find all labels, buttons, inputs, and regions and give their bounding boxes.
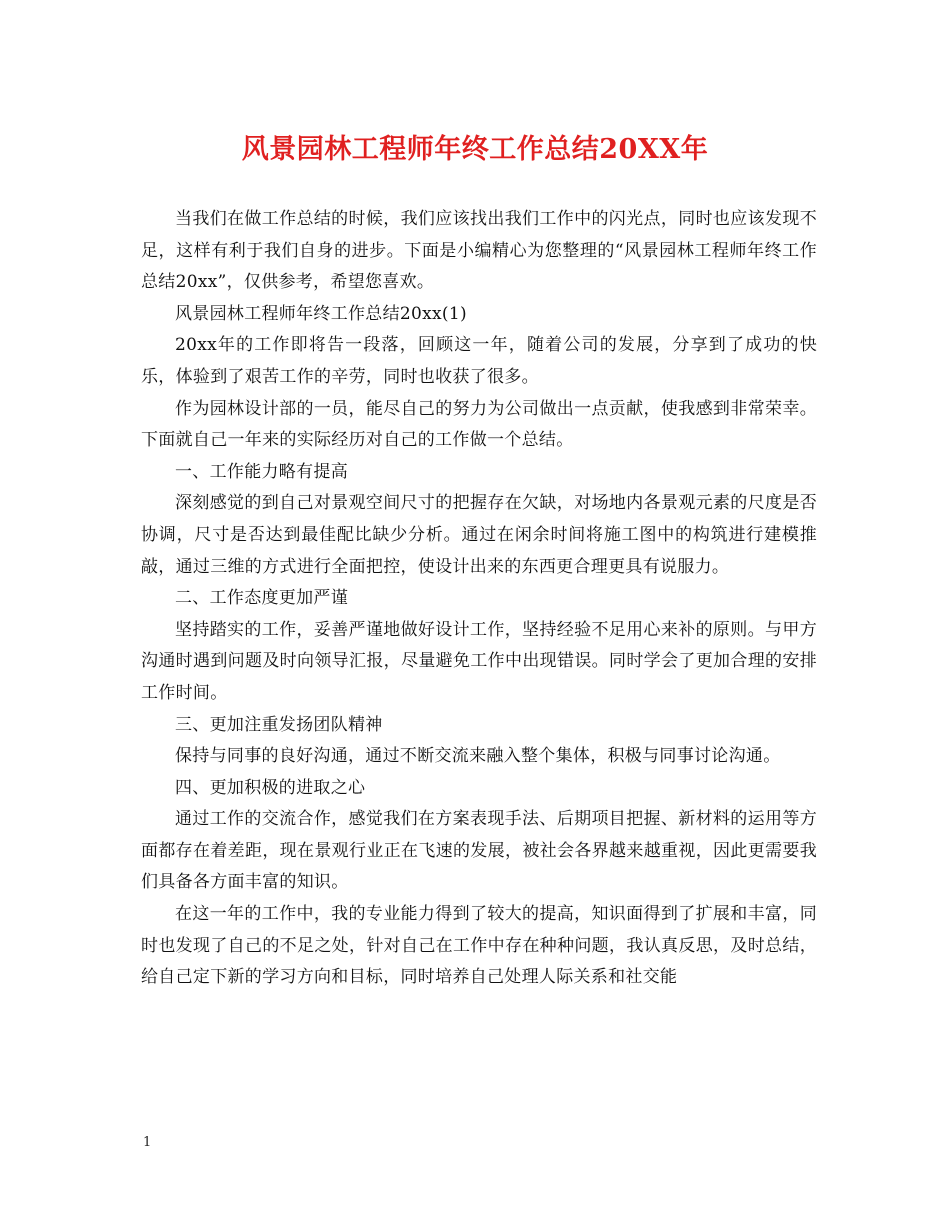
heading-section-4: 四、更加积极的进取之心 [175,777,366,798]
paragraph-conclusion: 在这一年的工作中，我的专业能力得到了较大的提高，知识面得到了扩展和丰富，同时也发现了自己的不足之处，针对自己在工作中存在种种问题，我认真反思，及时总结，给自己定下新的学习方向和目标，同时培养自己处理人际关系和社交能 [141,904,817,988]
paragraph-section-4: 通过工作的交流合作，感觉我们在方案表现手法、后期项目把握、新材料的运用等方面都存在着差距，现在景观行业正在飞速的发展，被社会各界越来越重视，因此更需要我们具备各方面丰富的知识。 [141,809,817,893]
paragraph-section-2: 坚持踏实的工作，妥善严谨地做好设计工作，坚持经验不足用心来补的原则。与甲方沟通时遇到问题及时向领导汇报，尽量避免工作中出现错误。同时学会了更加合理的安排工作时间。 [141,619,817,703]
heading-section-2: 二、工作态度更加严谨 [175,588,348,609]
paragraph-role: 作为园林设计部的一员，能尽自己的努力为公司做出一点贡献，使我感到非常荣幸。下面就自己一年来的实际经历对自己的工作做一个总结。 [141,398,817,451]
paragraph-subtitle: 风景园林工程师年终工作总结20xx(1) [175,303,467,324]
heading-section-3: 三、更加注重发扬团队精神 [175,714,383,735]
document-title: 风景园林工程师年终工作总结20XX年 [241,134,709,165]
paragraph-year-review: 20xx年的工作即将告一段落，回顾这一年，随着公司的发展，分享到了成功的快乐，体验到了艰苦工作的辛劳，同时也收获了很多。 [141,335,817,387]
paragraph-section-1: 深刻感觉的到自己对景观空间尺寸的把握存在欠缺，对场地内各景观元素的尺度是否协调，尺寸是否达到最佳配比缺少分析。通过在闲余时间将施工图中的构筑进行建模推敲，通过三维的方式进行全面把控，使设计出来的东西更合理更具有说服力。 [141,493,817,577]
page-number: 1 [143,1135,152,1150]
heading-section-1: 一、工作能力略有提高 [175,461,348,482]
paragraph-intro: 当我们在做工作总结的时候，我们应该找出我们工作中的闪光点，同时也应该发现不足，这样有利于我们自身的进步。下面是小编精心为您整理的“风景园林工程师年终工作总结20xx”，仅供参考，希望您喜欢。 [141,209,817,293]
document-body [141,204,817,994]
paragraph-section-3: 保持与同事的良好沟通，通过不断交流来融入整个集体，积极与同事讨论沟通。 [175,746,781,767]
